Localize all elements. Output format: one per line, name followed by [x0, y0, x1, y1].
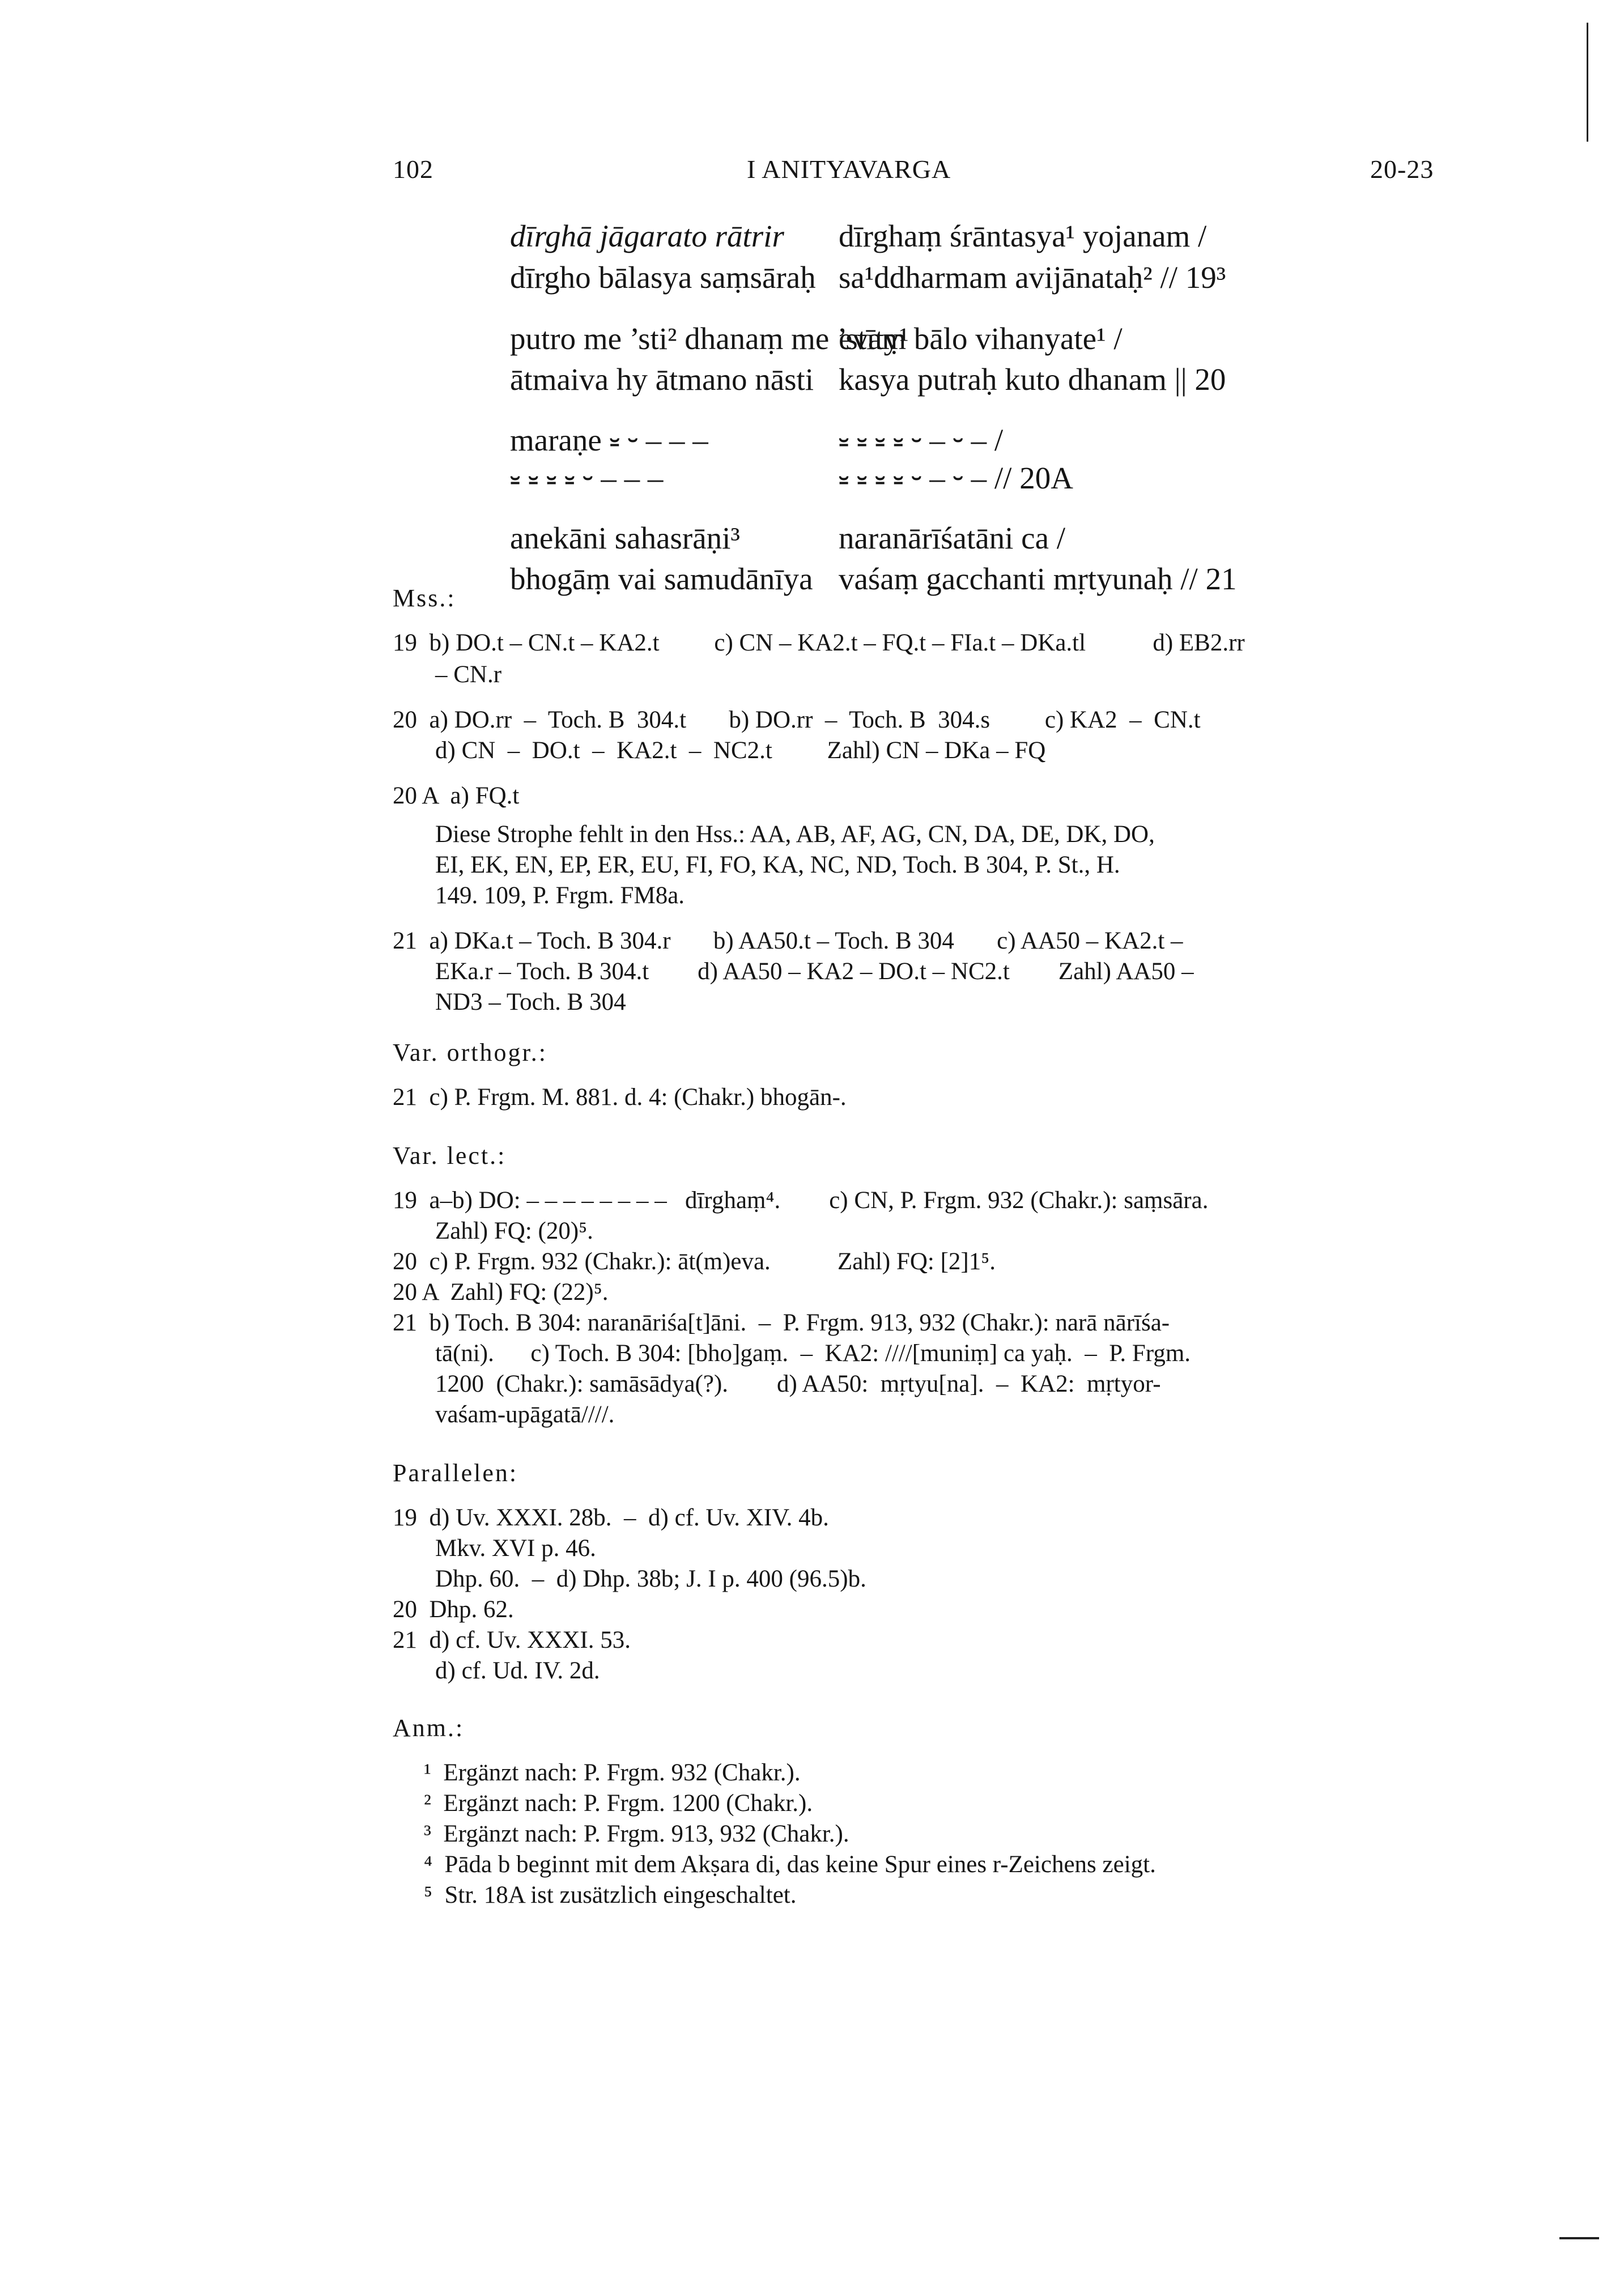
verse-pada-a: dīrgho bālasya saṃsāraḥ: [510, 260, 816, 295]
apparatus-line: 21 c) P. Frgm. M. 881. d. 4: (Chakr.) bhogān-.: [393, 1084, 847, 1111]
section-parallelen: Parallelen:: [393, 1459, 518, 1487]
apparatus-line: – CN.r: [435, 661, 502, 688]
apparatus-line: 21 a) DKa.t – Toch. B 304.r b) AA50.t – Toch. B 304 c) AA50 – KA2.t –: [393, 928, 1183, 954]
verse-pada-b: naranārīśatāni ca /: [839, 521, 1066, 555]
verse-line: [510, 422, 1003, 458]
verse-pada-a: ātmaiva hy ātmano nāsti: [510, 362, 814, 397]
apparatus-line: 19 b) DO.t – CN.t – KA2.t c) CN – KA2.t – FQ.t – FIa.t – DKa.tl d) EB2.rr: [393, 630, 1245, 656]
apparatus-line: 20 A Zahl) FQ: (22)⁵.: [393, 1279, 609, 1306]
verse-pada-a: putro me ’sti² dhanaṃ me ’stīty¹: [510, 321, 909, 356]
verse-pada-a: ⏓ ⏓ ⏓ ⏓ ⏑ – – –: [510, 461, 664, 495]
apparatus-line: ³ Ergänzt nach: P. Frgm. 913, 932 (Chakr.).: [424, 1821, 849, 1847]
apparatus-line: ¹ Ergänzt nach: P. Frgm. 932 (Chakr.).: [424, 1759, 801, 1786]
apparatus-line: vaśam-upāgatā////.: [435, 1401, 615, 1428]
verse-pada-b: kasya putraḥ kuto dhanam || 20: [839, 362, 1226, 397]
apparatus-line: Diese Strophe fehlt in den Hss.: AA, AB, AF, AG, CN, DA, DE, DK, DO,: [435, 821, 1155, 848]
verse-pada-b: sa¹ddharmam avijānataḥ² // 19³: [839, 260, 1226, 295]
apparatus-line: 1200 (Chakr.): samāsādya(?). d) AA50: mṛtyu[na]. – KA2: mṛtyor-: [435, 1371, 1161, 1397]
section-anm: Anm.:: [393, 1714, 465, 1742]
apparatus-line: ND3 – Toch. B 304: [435, 989, 626, 1015]
apparatus-line: 20 c) P. Frgm. 932 (Chakr.): āt(m)eva. Zahl) FQ: [2]1⁵.: [393, 1248, 996, 1275]
apparatus-line: 20 a) DO.rr – Toch. B 304.t b) DO.rr – Toch. B 304.s c) KA2 – CN.t: [393, 707, 1201, 733]
verse-pada-b: ⏓ ⏓ ⏓ ⏓ ⏑ – ⏑ – // 20A: [839, 461, 1073, 495]
verse-line: [510, 218, 1206, 254]
section-var-lect: Var. lect.:: [393, 1142, 507, 1170]
verse-pada-b: evaṃ bālo vihanyate¹ /: [839, 321, 1123, 356]
apparatus-line: EI, EK, EN, EP, ER, EU, FI, FO, KA, NC, ND, Toch. B 304, P. St., H.: [435, 852, 1120, 878]
verse-line: [510, 520, 1065, 556]
verse-pada-a: dīrghā jāgarato rātrir: [510, 219, 784, 253]
verse-pada-b: vaśaṃ gacchanti mṛtyunaḥ // 21: [839, 562, 1237, 596]
verse-line: [510, 561, 1237, 597]
verse-line: [510, 321, 1123, 356]
apparatus-line: ² Ergänzt nach: P. Frgm. 1200 (Chakr.).: [424, 1790, 813, 1817]
verse-line: [510, 260, 1226, 295]
scan-edge-mark: [1559, 2237, 1599, 2239]
verse-pada-b: dīrghaṃ śrāntasya¹ yojanam /: [839, 219, 1207, 253]
scan-edge-mark: [1587, 23, 1588, 142]
apparatus-line: ⁴ Pāda b beginnt mit dem Akṣara di, das keine Spur eines r-Zeichens zeigt.: [424, 1851, 1156, 1878]
apparatus-line: EKa.r – Toch. B 304.t d) AA50 – KA2 – DO.t – NC2.t Zahl) AA50 –: [435, 958, 1194, 985]
page-number: 102: [393, 155, 433, 184]
apparatus-line: 149. 109, P. Frgm. FM8a.: [435, 882, 685, 909]
apparatus-line: 20 Dhp. 62.: [393, 1596, 514, 1623]
apparatus-line: 19 d) Uv. XXXI. 28b. – d) cf. Uv. XIV. 4b.: [393, 1504, 829, 1531]
verse-line: [510, 362, 1226, 397]
apparatus-line: Zahl) FQ: (20)⁵.: [435, 1218, 593, 1244]
section-mss: Mss.:: [393, 584, 456, 612]
apparatus-line: 21 d) cf. Uv. XXXI. 53.: [393, 1627, 631, 1653]
apparatus-line: tā(ni). c) Toch. B 304: [bho]gaṃ. – KA2: ////[muniṃ] ca yaḥ. – P. Frgm.: [435, 1340, 1191, 1367]
verse-line: [510, 460, 1073, 496]
apparatus-line: d) CN – DO.t – KA2.t – NC2.t Zahl) CN – DKa – FQ: [435, 737, 1046, 764]
section-var-orthogr: Var. orthogr.:: [393, 1039, 547, 1066]
apparatus-line: 20 A a) FQ.t: [393, 783, 520, 809]
apparatus-line: Dhp. 60. – d) Dhp. 38b; J. I p. 400 (96.5)b.: [435, 1566, 866, 1592]
apparatus-line: d) cf. Ud. IV. 2d.: [435, 1657, 600, 1684]
verse-pada-a: anekāni sahasrāṇi³: [510, 521, 740, 555]
verse-pada-a: bhogāṃ vai samudānīya: [510, 562, 813, 596]
apparatus-line: ⁵ Str. 18A ist zusätzlich eingeschaltet.: [424, 1882, 797, 1908]
apparatus-line: 21 b) Toch. B 304: naranāriśa[t]āni. – P. Frgm. 913, 932 (Chakr.): narā nārīśa-: [393, 1309, 1170, 1336]
verse-pada-b: ⏓ ⏓ ⏓ ⏓ ⏑ – ⏑ – /: [839, 423, 1004, 457]
apparatus-line: Mkv. XVI p. 46.: [435, 1535, 596, 1562]
running-title: I ANITYAVARGA: [747, 155, 951, 184]
verse-pada-a: maraṇe ⏓ ⏑ – – –: [510, 423, 708, 457]
apparatus-line: 19 a–b) DO: – – – – – – – – dīrghaṃ⁴. c) CN, P. Frgm. 932 (Chakr.): saṃsāra.: [393, 1187, 1209, 1214]
verse-range: 20-23: [1370, 155, 1434, 184]
